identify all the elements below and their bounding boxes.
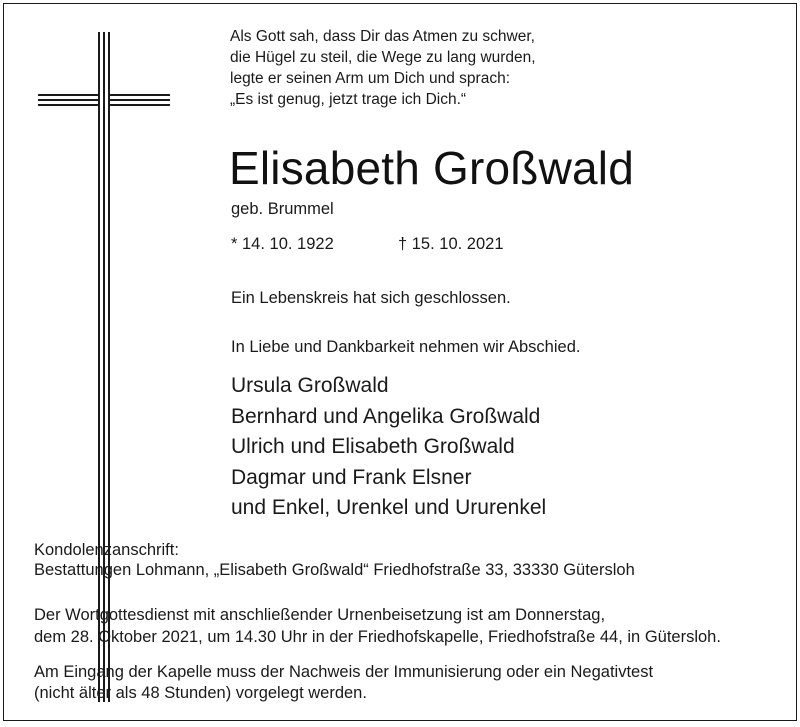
mourner-name: Ulrich und Elisabeth Großwald — [231, 435, 515, 458]
poem — [230, 26, 590, 110]
deceased-name: Elisabeth Großwald — [229, 142, 634, 194]
service-info-line-2: dem 28. Oktober 2021, um 14.30 Uhr in der Friedhofskapelle, Friedhofstraße 44, in Gütersloh. — [34, 628, 721, 646]
service-info-line-1: Der Wortgottesdienst mit anschließender Urnenbeisetzung ist am Donnerstag, — [34, 606, 606, 624]
farewell-line-1: Ein Lebenskreis hat sich geschlossen. — [231, 289, 511, 307]
death-date: † 15. 10. 2021 — [398, 235, 504, 253]
poem-line: „Es ist genug, jetzt trage ich Dich.“ — [230, 91, 467, 108]
mourner-name: Ursula Großwald — [231, 374, 389, 397]
poem-line: Als Gott sah, dass Dir das Atmen zu schwer, — [230, 28, 535, 45]
poem-line: die Hügel zu steil, die Wege zu lang wurden, — [230, 49, 536, 66]
obituary-notice — [3, 3, 797, 721]
mourners-list — [231, 371, 546, 524]
mourner-name: und Enkel, Urenkel und Ururenkel — [231, 496, 547, 519]
maiden-name: geb. Brummel — [231, 200, 334, 218]
condolence-label: Kondolenzanschrift: — [34, 541, 179, 559]
birth-date: * 14. 10. 1922 — [231, 235, 334, 253]
farewell-line-2: In Liebe und Dankbarkeit nehmen wir Abschied. — [231, 338, 581, 356]
covid-notice-line-1: Am Eingang der Kapelle muss der Nachweis der Immunisierung oder ein Negativtest — [34, 663, 654, 681]
covid-notice-line-2: (nicht älter als 48 Stunden) vorgelegt werden. — [34, 684, 367, 702]
poem-line: legte er seinen Arm um Dich und sprach: — [230, 70, 510, 87]
condolence-address: Bestattungen Lohmann, „Elisabeth Großwald“ Friedhofstraße 33, 33330 Gütersloh — [34, 561, 635, 579]
mourner-name: Bernhard und Angelika Großwald — [231, 404, 541, 428]
mourner-name: Dagmar und Frank Elsner — [231, 465, 472, 489]
cross-icon — [38, 32, 170, 702]
